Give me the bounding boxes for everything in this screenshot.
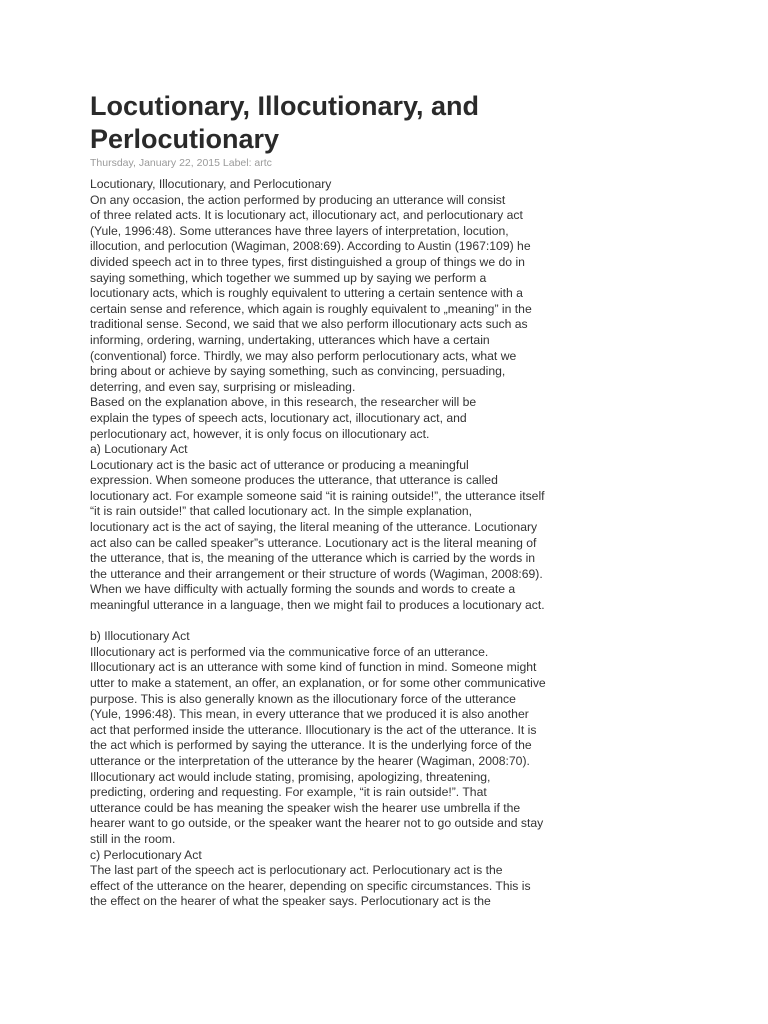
body-line: Locutionary act is the basic act of utterance or producing a meaningful xyxy=(90,457,469,472)
body-line: (conventional) force. Thirdly, we may also perform perlocutionary acts, what we xyxy=(90,348,517,363)
article-title: Locutionary, Illocutionary, and Perlocutionary xyxy=(90,91,480,154)
body-line: When we have difficulty with actually forming the sounds and words to create a xyxy=(90,582,516,597)
body-line: locutionary acts, which is roughly equivalent to uttering a certain sentence with a xyxy=(90,286,523,301)
body-line: informing, ordering, warning, undertaking, utterances which have a certain xyxy=(90,332,490,347)
body-line: utterance could be has meaning the speaker wish the hearer use umbrella if the xyxy=(90,800,521,815)
body-line: “it is rain outside!” that called locutionary act. In the simple explanation, xyxy=(90,504,473,519)
body-line: utter to make a statement, an offer, an explanation, or for some other communicative xyxy=(90,676,546,690)
body-line: Illocutionary act is an utterance with some kind of function in mind. Someone might xyxy=(90,660,537,675)
body-line: explain the types of speech acts, locutionary act, illocutionary act, and xyxy=(90,410,467,425)
body-line: predicting, ordering and requesting. For example, “it is rain outside!”. That xyxy=(90,785,487,800)
body-line: hearer want to go outside, or the speaker want the hearer not to go outside and stay xyxy=(90,816,544,831)
body-line xyxy=(90,614,595,630)
body-line: the act which is performed by saying the utterance. It is the underlying force of the xyxy=(90,738,532,753)
body-line: act also can be called speaker”s utterance. Locutionary act is the literal meaning of xyxy=(90,535,537,550)
body-line: (Yule, 1996:48). Some utterances have three layers of interpretation, locution, xyxy=(90,223,509,238)
article-meta xyxy=(90,157,595,170)
post-label: Label: artc xyxy=(222,157,272,169)
article-body xyxy=(90,177,595,910)
body-line: (Yule, 1996:48). This mean, in every utterance that we produced it is also another xyxy=(90,707,529,722)
body-line: locutionary act is the act of saying, the literal meaning of the utterance. Locutionary xyxy=(90,520,538,535)
body-line: perlocutionary act, however, it is only focus on illocutionary act. xyxy=(90,426,430,441)
body-line: b) Illocutionary Act xyxy=(90,629,190,644)
body-line: expression. When someone produces the utterance, that utterance is called xyxy=(90,473,498,488)
body-line: locutionary act. For example someone said “it is raining outside!”, the utterance itself xyxy=(90,488,545,503)
body-line: of three related acts. It is locutionary act, illocutionary act, and perlocutionary act xyxy=(90,208,523,223)
body-line: illocution, and perlocution (Wagiman, 2008:69). According to Austin (1967:109) he xyxy=(90,239,531,254)
body-line: Illocutionary act is performed via the communicative force of an utterance. xyxy=(90,644,489,659)
body-line: Illocutionary act would include stating, promising, apologizing, threatening, xyxy=(90,769,491,784)
body-line: saying something, which together we summed up by saying we perform a xyxy=(90,270,487,285)
body-line: deterring, and even say, surprising or misleading. xyxy=(90,379,356,394)
body-line: divided speech act in to three types, first distinguished a group of things we do in xyxy=(90,254,525,269)
post-date: Thursday, January 22, 2015 xyxy=(90,157,220,169)
body-line: Based on the explanation above, in this research, the researcher will be xyxy=(90,395,477,410)
body-line: meaningful utterance in a language, then we might fail to produces a locutionary act. xyxy=(90,598,545,613)
body-line: the utterance and their arrangement or their structure of words (Wagiman, 2008:69). xyxy=(90,566,543,581)
body-line: the utterance, that is, the meaning of the utterance which is carried by the words in xyxy=(90,551,536,566)
body-line: purpose. This is also generally known as the illocutionary force of the utterance xyxy=(90,691,516,706)
body-line: a) Locutionary Act xyxy=(90,442,188,457)
article xyxy=(90,90,595,910)
body-line: still in the room. xyxy=(90,831,176,846)
body-line: The last part of the speech act is perlocutionary act. Perlocutionary act is the xyxy=(90,863,503,878)
body-line: the effect on the hearer of what the speaker says. Perlocutionary act is the xyxy=(90,894,491,909)
body-line: c) Perlocutionary Act xyxy=(90,847,202,862)
body-line: traditional sense. Second, we said that we also perform illocutionary acts such as xyxy=(90,317,528,332)
body-line: bring about or achieve by saying something, such as convincing, persuading, xyxy=(90,364,506,379)
body-line: On any occasion, the action performed by producing an utterance will consist xyxy=(90,192,506,207)
body-line: certain sense and reference, which again is roughly equivalent to „meaning” in the xyxy=(90,301,532,316)
body-line: utterance or the interpretation of the utterance by the hearer (Wagiman, 2008:70). xyxy=(90,753,530,768)
body-line: act that performed inside the utterance. Illocutionary is the act of the utterance. It is xyxy=(90,722,537,737)
body-line: effect of the utterance on the hearer, depending on specific circumstances. This is xyxy=(90,878,531,893)
body-line: Locutionary, Illocutionary, and Perlocutionary xyxy=(90,177,332,191)
